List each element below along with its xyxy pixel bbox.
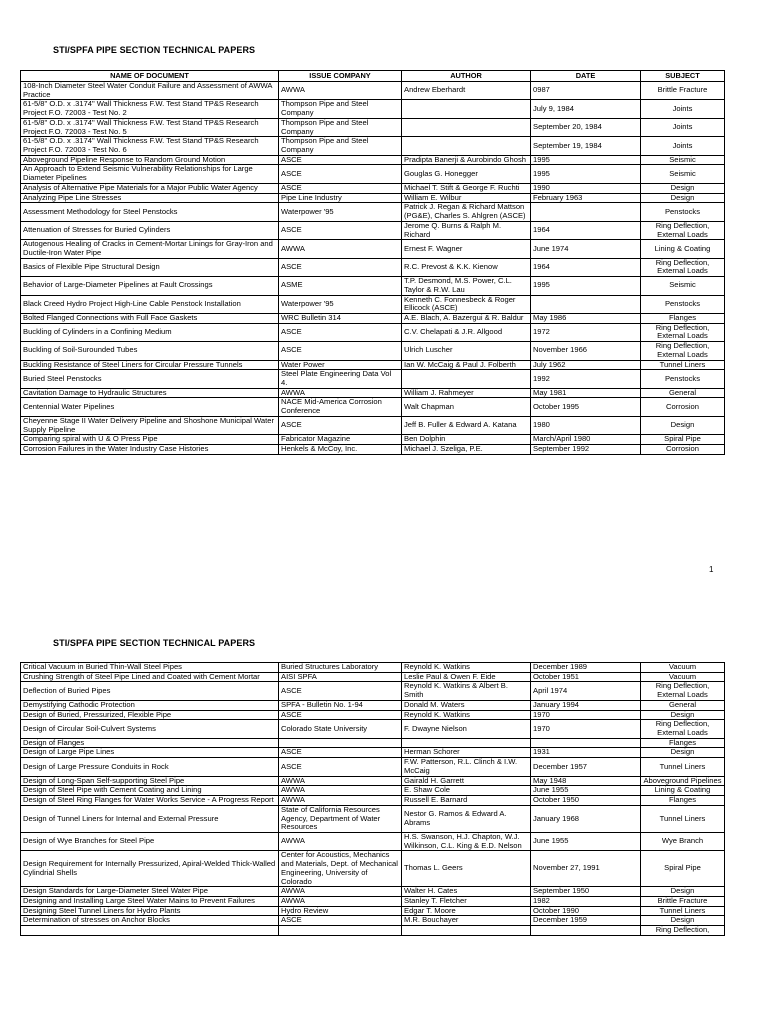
cell-date: October 1950 (531, 796, 641, 806)
cell-date: October 1990 (531, 906, 641, 916)
cell-subject: Tunnel Liners (641, 805, 725, 832)
table-row (21, 786, 725, 796)
cell-subject: General (641, 700, 725, 710)
cell-author: Ian W. McCaig & Paul J. Folberth (402, 360, 531, 370)
cell-issue-company: Waterpower '95 (279, 203, 402, 221)
cell-issue-company: Waterpower '95 (279, 295, 402, 313)
cell-subject: Design (641, 748, 725, 758)
cell-date: September 1950 (531, 887, 641, 897)
cell-subject: Penstocks (641, 203, 725, 221)
cell-subject: Aboveground Pipelines (641, 776, 725, 786)
cell-author: Donald M. Waters (402, 700, 531, 710)
cell-date: September 20, 1984 (531, 118, 641, 136)
cell-date: 1990 (531, 183, 641, 193)
papers-table-page-2 (20, 662, 725, 936)
cell-date: June 1974 (531, 240, 641, 258)
cell-document-name: 108-Inch Diameter Steel Water Conduit Failure and Assessment of AWWA Practice (21, 82, 279, 100)
table-row (21, 323, 725, 341)
cell-author: Leslie Paul & Owen F. Eide (402, 672, 531, 682)
cell-date: 1970 (531, 720, 641, 738)
cell-author: Gouglas G. Honegger (402, 165, 531, 183)
cell-date: 1992 (531, 370, 641, 388)
cell-subject: Ring Deflection, External Loads (641, 342, 725, 360)
cell-author: Jeff B. Fuller & Edward A. Katana (402, 416, 531, 434)
cell-author (402, 370, 531, 388)
cell-author: Michael J. Szeliga, P.E. (402, 445, 531, 455)
cell-author: William J. Rahmeyer (402, 388, 531, 398)
cell-author: F.W. Patterson, R.L. Clinch & I.W. McCaig (402, 758, 531, 776)
cell-subject: Tunnel Liners (641, 906, 725, 916)
cell-author: Gairald H. Garrett (402, 776, 531, 786)
cell-date: April 1974 (531, 682, 641, 700)
cell-issue-company: ASCE (279, 323, 402, 341)
cell-issue-company: AWWA (279, 240, 402, 258)
cell-issue-company: ASCE (279, 416, 402, 434)
cell-issue-company: AWWA (279, 796, 402, 806)
cell-author: Ben Dolphin (402, 435, 531, 445)
cell-author: Michael T. Stift & George F. Ruchti (402, 183, 531, 193)
cell-date: 1980 (531, 416, 641, 434)
cell-date: November 1966 (531, 342, 641, 360)
table-row (21, 342, 725, 360)
cell-document-name: Design of Steel Pipe with Cement Coating and Lining (21, 786, 279, 796)
cell-issue-company: WRC Bulletin 314 (279, 313, 402, 323)
cell-issue-company: ASCE (279, 710, 402, 720)
cell-issue-company: ASCE (279, 342, 402, 360)
cell-author (402, 926, 531, 936)
page-number: 1 (709, 565, 714, 574)
table-row (21, 203, 725, 221)
cell-subject: Tunnel Liners (641, 360, 725, 370)
cell-subject: Lining & Coating (641, 786, 725, 796)
table-row (21, 445, 725, 455)
cell-author: T.P. Desmond, M.S. Power, C.L. Taylor & R.W. Lau (402, 277, 531, 295)
cell-issue-company: ASME (279, 277, 402, 295)
cell-author: Reynold K. Watkins (402, 710, 531, 720)
table-row (21, 277, 725, 295)
cell-author: Walt Chapman (402, 398, 531, 416)
cell-issue-company: AWWA (279, 896, 402, 906)
cell-document-name: 61-5/8" O.D. x .3174" Wall Thickness F.W. Test Stand TP&S Research Project F.O. 72003 - Test No. 2 (21, 100, 279, 118)
cell-subject: Seismic (641, 277, 725, 295)
table-row (21, 370, 725, 388)
table-row (21, 258, 725, 276)
cell-subject: Brittle Fracture (641, 82, 725, 100)
cell-subject: Design (641, 193, 725, 203)
cell-document-name: 61-5/8" O.D. x .3174" Wall Thickness F.W. Test Stand TP&S Research Project F.O. 72003 - Test No. 6 (21, 137, 279, 155)
cell-date (531, 295, 641, 313)
cell-document-name: Buckling of Soil-Surounded Tubes (21, 342, 279, 360)
table-row (21, 137, 725, 155)
cell-date: December 1959 (531, 916, 641, 926)
cell-date: 1972 (531, 323, 641, 341)
cell-subject: General (641, 388, 725, 398)
cell-document-name: Designing and Installing Large Steel Water Mains to Prevent Failures (21, 896, 279, 906)
cell-document-name: Buckling of Cylinders in a Confining Medium (21, 323, 279, 341)
cell-date (531, 926, 641, 936)
table-row (21, 748, 725, 758)
cell-date (531, 203, 641, 221)
cell-subject: Tunnel Liners (641, 758, 725, 776)
cell-document-name: Corrosion Failures in the Water Industry Case Histories (21, 445, 279, 455)
cell-document-name (21, 926, 279, 936)
cell-document-name: Designing Steel Tunnel Liners for Hydro Plants (21, 906, 279, 916)
table-row (21, 887, 725, 897)
cell-subject: Vacuum (641, 663, 725, 673)
cell-date: July 9, 1984 (531, 100, 641, 118)
cell-issue-company: Henkels & McCoy, Inc. (279, 445, 402, 455)
cell-issue-company: ASCE (279, 758, 402, 776)
cell-document-name: Critical Vacuum in Buried Thin-Wall Steel Pipes (21, 663, 279, 673)
cell-date: May 1948 (531, 776, 641, 786)
cell-author: Walter H. Cates (402, 887, 531, 897)
cell-document-name: Determination of stresses on Anchor Blocks (21, 916, 279, 926)
cell-issue-company: AWWA (279, 776, 402, 786)
cell-issue-company (279, 738, 402, 748)
cell-issue-company: ASCE (279, 183, 402, 193)
cell-author: R.C. Prevost & K.K. Kienow (402, 258, 531, 276)
cell-issue-company: NACE Mid-America Corrosion Conference (279, 398, 402, 416)
cell-author: Reynold K. Watkins & Albert B. Smith (402, 682, 531, 700)
cell-subject: Brittle Fracture (641, 896, 725, 906)
cell-issue-company: Fabricator Magazine (279, 435, 402, 445)
table-row (21, 738, 725, 748)
cell-document-name: An Approach to Extend Seismic Vulnerability Relationships for Large Diameter Pipelines (21, 165, 279, 183)
cell-author (402, 100, 531, 118)
cell-issue-company: Hydro Review (279, 906, 402, 916)
cell-document-name: Bolted Flanged Connections with Full Face Gaskets (21, 313, 279, 323)
cell-issue-company: AWWA (279, 832, 402, 850)
cell-subject: Wye Branch (641, 832, 725, 850)
cell-date: February 1963 (531, 193, 641, 203)
cell-author: Ernest F. Wagner (402, 240, 531, 258)
cell-author: Andrew Eberhardt (402, 82, 531, 100)
cell-issue-company: AWWA (279, 887, 402, 897)
cell-date: 1964 (531, 258, 641, 276)
cell-date: June 1955 (531, 786, 641, 796)
cell-author: C.V. Chelapati & J.R. Allgood (402, 323, 531, 341)
table-row (21, 906, 725, 916)
table-row (21, 416, 725, 434)
cell-date: March/April 1980 (531, 435, 641, 445)
page-2-title: STI/SPFA PIPE SECTION TECHNICAL PAPERS (53, 638, 256, 648)
cell-author: Patrick J. Regan & Richard Mattson (PG&E), Charles S. Ahlgren (ASCE) (402, 203, 531, 221)
cell-date (531, 738, 641, 748)
table-row (21, 851, 725, 887)
cell-date: May 1986 (531, 313, 641, 323)
cell-document-name: Crushing Strength of Steel Pipe Lined and Coated with Cement Mortar (21, 672, 279, 682)
cell-subject: Flanges (641, 738, 725, 748)
cell-issue-company: AWWA (279, 82, 402, 100)
cell-subject: Penstocks (641, 370, 725, 388)
cell-document-name: Comparing spiral with U & O Press Pipe (21, 435, 279, 445)
cell-subject: Design (641, 887, 725, 897)
cell-author: Nestor G. Ramos & Edward A. Abrams (402, 805, 531, 832)
table-row (21, 916, 725, 926)
cell-issue-company: AISI SPFA (279, 672, 402, 682)
cell-document-name: Behavior of Large-Diameter Pipelines at Fault Crossings (21, 277, 279, 295)
cell-document-name: Design of Steel Ring Flanges for Water Works Service - A Progress Report (21, 796, 279, 806)
cell-subject: Corrosion (641, 398, 725, 416)
cell-date: 1970 (531, 710, 641, 720)
cell-author: M.R. Bouchayer (402, 916, 531, 926)
cell-issue-company: ASCE (279, 916, 402, 926)
cell-document-name: 61-5/8" O.D. x .3174" Wall Thickness F.W. Test Stand TP&S Research Project F.O. 72003 - Test No. 5 (21, 118, 279, 136)
cell-author: Stanley T. Fletcher (402, 896, 531, 906)
table-row (21, 682, 725, 700)
column-header-name: NAME OF DOCUMENT (21, 71, 279, 82)
cell-document-name: Autogenous Healing of Cracks in Cement-Mortar Linings for Gray-Iron and Ductile-Iron Water Pipe (21, 240, 279, 258)
cell-subject: Joints (641, 137, 725, 155)
papers-table-page-1 (20, 70, 725, 455)
table-row (21, 221, 725, 239)
table-row (21, 672, 725, 682)
cell-subject: Ring Deflection, External Loads (641, 720, 725, 738)
cell-issue-company: ASCE (279, 682, 402, 700)
cell-document-name: Attenuation of Stresses for Buried Cylinders (21, 221, 279, 239)
cell-issue-company: AWWA (279, 388, 402, 398)
cell-author (402, 738, 531, 748)
cell-subject: Ring Deflection, External Loads (641, 682, 725, 700)
table-row (21, 776, 725, 786)
cell-document-name: Cavitation Damage to Hydraulic Structures (21, 388, 279, 398)
cell-issue-company (279, 926, 402, 936)
table-row (21, 240, 725, 258)
cell-issue-company: Pipe Line Industry (279, 193, 402, 203)
cell-date: 1995 (531, 277, 641, 295)
table-body-page-1 (21, 82, 725, 455)
cell-issue-company: Thompson Pipe and Steel Company (279, 100, 402, 118)
cell-document-name: Buried Steel Penstocks (21, 370, 279, 388)
cell-document-name: Design of Large Pressure Conduits in Rock (21, 758, 279, 776)
cell-date: September 1992 (531, 445, 641, 455)
cell-date: December 1957 (531, 758, 641, 776)
table-row (21, 183, 725, 193)
cell-author: Kenneth C. Fonnesbeck & Roger Ellicock (ASCE) (402, 295, 531, 313)
cell-issue-company: SPFA - Bulletin No. 1-94 (279, 700, 402, 710)
table-row (21, 700, 725, 710)
cell-date: June 1955 (531, 832, 641, 850)
cell-document-name: Assessment Methodology for Steel Penstocks (21, 203, 279, 221)
cell-subject: Flanges (641, 313, 725, 323)
table-row (21, 926, 725, 936)
cell-author: E. Shaw Cole (402, 786, 531, 796)
table-row (21, 100, 725, 118)
table-row (21, 165, 725, 183)
cell-author: Ulrich Luscher (402, 342, 531, 360)
cell-issue-company: ASCE (279, 155, 402, 165)
cell-subject: Design (641, 916, 725, 926)
page-1-title: STI/SPFA PIPE SECTION TECHNICAL PAPERS (53, 45, 256, 55)
cell-document-name: Buckling Resistance of Steel Liners for Circular Pressure Tunnels (21, 360, 279, 370)
cell-author: Reynold K. Watkins (402, 663, 531, 673)
cell-document-name: Black Creed Hydro Project High-Line Cable Penstock Installation (21, 295, 279, 313)
cell-author: Thomas L. Geers (402, 851, 531, 887)
table-header-row (21, 71, 725, 82)
cell-subject: Spiral Pipe (641, 435, 725, 445)
cell-issue-company: Water Power (279, 360, 402, 370)
cell-subject: Seismic (641, 155, 725, 165)
cell-issue-company: Colorado State University (279, 720, 402, 738)
table-row (21, 758, 725, 776)
cell-document-name: Design Requirement for Internally Pressurized, Apiral-Welded Thick-Walled Cylindrial Shells (21, 851, 279, 887)
cell-issue-company: Thompson Pipe and Steel Company (279, 118, 402, 136)
cell-issue-company: Steel Plate Engineering Data Vol 4. (279, 370, 402, 388)
cell-date: 1995 (531, 165, 641, 183)
cell-document-name: Design of Tunnel Liners for Internal and External Pressure (21, 805, 279, 832)
table-row (21, 155, 725, 165)
cell-document-name: Design of Flanges (21, 738, 279, 748)
cell-issue-company: ASCE (279, 258, 402, 276)
cell-document-name: Cheyenne Stage II Water Delivery Pipeline and Shoshone Municipal Water Supply Pipeline (21, 416, 279, 434)
cell-date: July 1962 (531, 360, 641, 370)
cell-document-name: Demystifying Cathodic Protection (21, 700, 279, 710)
cell-date: December 1989 (531, 663, 641, 673)
cell-author: F. Dwayne Nielson (402, 720, 531, 738)
table-row (21, 193, 725, 203)
table-row (21, 118, 725, 136)
cell-document-name: Analysis of Alternative Pipe Materials for a Major Public Water Agency (21, 183, 279, 193)
cell-document-name: Analyzing Pipe Line Stresses (21, 193, 279, 203)
table-row (21, 360, 725, 370)
cell-date: 1982 (531, 896, 641, 906)
cell-author: H.S. Swanson, H.J. Chapton, W.J. Wilkinson, C.L. King & E.D. Nelson (402, 832, 531, 850)
cell-author (402, 137, 531, 155)
cell-subject: Penstocks (641, 295, 725, 313)
cell-issue-company: Buried Structures Laboratory (279, 663, 402, 673)
cell-subject: Design (641, 416, 725, 434)
cell-subject: Vacuum (641, 672, 725, 682)
cell-subject: Ring Deflection, External Loads (641, 221, 725, 239)
cell-document-name: Basics of Flexible Pipe Structural Design (21, 258, 279, 276)
cell-subject: Joints (641, 118, 725, 136)
table-row (21, 295, 725, 313)
cell-document-name: Centennial Water Pipelines (21, 398, 279, 416)
cell-date: January 1994 (531, 700, 641, 710)
cell-subject: Ring Deflection, External Loads (641, 258, 725, 276)
cell-subject: Ring Deflection, (641, 926, 725, 936)
cell-issue-company: ASCE (279, 221, 402, 239)
cell-date: 0987 (531, 82, 641, 100)
cell-author: Pradipta Banerji & Aurobindo Ghosh (402, 155, 531, 165)
cell-date: November 27, 1991 (531, 851, 641, 887)
column-header-author: AUTHOR (402, 71, 531, 82)
cell-subject: Ring Deflection, External Loads (641, 323, 725, 341)
column-header-date: DATE (531, 71, 641, 82)
cell-subject: Seismic (641, 165, 725, 183)
cell-author: Edgar T. Moore (402, 906, 531, 916)
table-row (21, 435, 725, 445)
cell-document-name: Design of Wye Branches for Steel Pipe (21, 832, 279, 850)
cell-document-name: Design of Large Pipe Lines (21, 748, 279, 758)
cell-issue-company: Center for Acoustics, Mechanics and Materials, Dept. of Mechanical Engineering, University of Colorado (279, 851, 402, 887)
table-row (21, 663, 725, 673)
table-row (21, 710, 725, 720)
cell-subject: Joints (641, 100, 725, 118)
cell-issue-company: ASCE (279, 165, 402, 183)
cell-author (402, 118, 531, 136)
cell-date: 1964 (531, 221, 641, 239)
cell-subject: Lining & Coating (641, 240, 725, 258)
cell-date: May 1981 (531, 388, 641, 398)
cell-author: Jerome Q. Burns & Ralph M. Richard (402, 221, 531, 239)
table-row (21, 796, 725, 806)
cell-author: Herman Schorer (402, 748, 531, 758)
cell-author: Russell E. Barnard (402, 796, 531, 806)
cell-author: William E. Wilbur (402, 193, 531, 203)
table-row (21, 388, 725, 398)
column-header-issue-company: ISSUE COMPANY (279, 71, 402, 82)
cell-date: 1931 (531, 748, 641, 758)
table-row (21, 82, 725, 100)
cell-document-name: Design of Circular Soil-Culvert Systems (21, 720, 279, 738)
table-row (21, 832, 725, 850)
cell-document-name: Design of Buried, Pressurized, Flexible Pipe (21, 710, 279, 720)
table-row (21, 313, 725, 323)
table-row (21, 398, 725, 416)
cell-document-name: Deflection of Buried Pipes (21, 682, 279, 700)
cell-subject: Spiral Pipe (641, 851, 725, 887)
cell-issue-company: AWWA (279, 786, 402, 796)
cell-document-name: Design Standards for Large-Diameter Steel Water Pipe (21, 887, 279, 897)
cell-subject: Design (641, 710, 725, 720)
cell-date: October 1951 (531, 672, 641, 682)
cell-document-name: Design of Long-Span Self-supporting Steel Pipe (21, 776, 279, 786)
cell-issue-company: State of California Resources Agency, Department of Water Resources (279, 805, 402, 832)
cell-issue-company: ASCE (279, 748, 402, 758)
cell-subject: Corrosion (641, 445, 725, 455)
cell-date: September 19, 1984 (531, 137, 641, 155)
cell-date: 1995 (531, 155, 641, 165)
table-row (21, 720, 725, 738)
table-body-page-2 (21, 663, 725, 936)
cell-author: A.E. Blach, A. Bazergui & R. Baldur (402, 313, 531, 323)
table-row (21, 896, 725, 906)
column-header-subject: SUBJECT (641, 71, 725, 82)
cell-date: January 1968 (531, 805, 641, 832)
cell-document-name: Aboveground Pipeline Response to Random Ground Motion (21, 155, 279, 165)
cell-date: October 1995 (531, 398, 641, 416)
cell-issue-company: Thompson Pipe and Steel Company (279, 137, 402, 155)
cell-subject: Flanges (641, 796, 725, 806)
cell-subject: Design (641, 183, 725, 193)
table-row (21, 805, 725, 832)
